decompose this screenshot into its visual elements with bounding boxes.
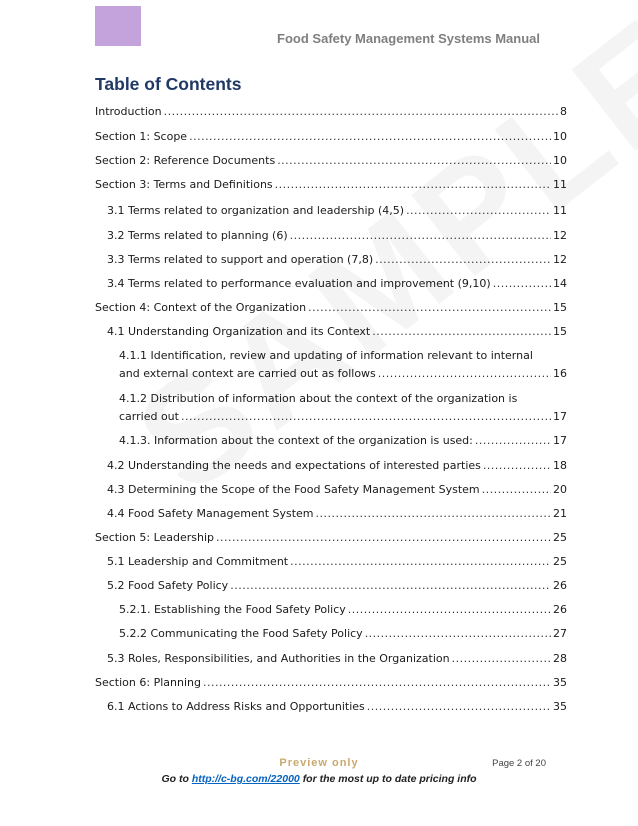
toc-entry-page: 10 — [553, 130, 567, 143]
toc-entry-5-2[interactable] — [107, 579, 567, 593]
toc-entry-section-4[interactable] — [95, 301, 567, 315]
toc-entry-text: 4.3 Determining the Scope of the Food Safety Management System — [107, 483, 480, 496]
document-header-title: Food Safety Management Systems Manual — [277, 31, 540, 46]
toc-entry-text: 3.1 Terms related to organization and leadership (4,5) — [107, 204, 405, 217]
pricing-footer — [0, 773, 638, 785]
toc-entry-text: 6.1 Actions to Address Risks and Opportunities — [107, 700, 365, 713]
toc-entry-text: 3.3 Terms related to support and operation (7,8) — [107, 253, 374, 266]
toc-entry-section-5[interactable] — [95, 531, 567, 545]
toc-entry-text: 4.1 Understanding Organization and its Context — [107, 325, 371, 338]
toc-entry-page: 35 — [553, 676, 567, 689]
toc-entry-text: Section 5: Leadership — [95, 531, 215, 544]
toc-entry-3-1[interactable] — [107, 204, 567, 218]
toc-entry-section-3[interactable] — [95, 178, 567, 192]
toc-entry-text: carried out — [119, 410, 179, 423]
toc-entry-text: Introduction — [95, 105, 162, 118]
toc-entry-page: 28 — [553, 652, 567, 665]
toc-entry-4-1-3[interactable] — [119, 434, 567, 448]
toc-entry-text: 5.1 Leadership and Commitment — [107, 555, 289, 568]
toc-entry-page: 25 — [553, 555, 567, 568]
toc-entry-page: 21 — [553, 507, 567, 520]
footer-prefix: Go to — [161, 773, 189, 785]
toc-entry-introduction[interactable] — [95, 105, 567, 119]
toc-entry-4-2[interactable] — [107, 459, 567, 473]
toc-entry-4-1-1-line1: 4.1.1 Identification, review and updating of information relevant to internal — [119, 349, 533, 362]
toc-entry-text: 5.2.2 Communicating the Food Safety Policy — [119, 627, 363, 640]
toc-heading: Table of Contents — [95, 74, 242, 94]
toc-entry-text: 3.2 Terms related to planning (6) — [107, 229, 288, 242]
toc-entry-text: 3.4 Terms related to performance evaluation and improvement (9,10) — [107, 277, 491, 290]
toc-entry-3-3[interactable] — [107, 253, 567, 267]
toc-entry-section-2[interactable] — [95, 154, 567, 168]
toc-entry-page: 27 — [553, 627, 567, 640]
toc-entry-text: 5.2.1. Establishing the Food Safety Policy — [119, 603, 346, 616]
toc-entry-page: 12 — [553, 253, 567, 266]
toc-entry-6-1[interactable] — [107, 700, 567, 714]
toc-entry-text: Section 3: Terms and Definitions — [95, 178, 273, 191]
toc-entry-page: 12 — [553, 229, 567, 242]
toc-entry-page: 26 — [553, 603, 567, 616]
toc-entry-page: 20 — [553, 483, 567, 496]
preview-label: Preview only — [279, 757, 359, 769]
toc-entry-3-4[interactable] — [107, 277, 567, 291]
toc-entry-page: 15 — [553, 325, 567, 338]
toc-entry-page: 11 — [553, 204, 567, 217]
toc-entry-text: Section 2: Reference Documents — [95, 154, 276, 167]
toc-entry-text: Section 6: Planning — [95, 676, 201, 689]
toc-entry-page: 15 — [553, 301, 567, 314]
toc-entry-page: 16 — [553, 367, 567, 380]
toc-entry-text: Section 1: Scope — [95, 130, 188, 143]
pricing-link[interactable]: http://c-bg.com/22000 — [191, 773, 300, 785]
page-number: Page 2 of 20 — [492, 758, 546, 769]
toc-entry-text: 4.2 Understanding the needs and expectations of interested parties — [107, 459, 481, 472]
toc-entry-4-1[interactable] — [107, 325, 567, 339]
toc-entry-page: 11 — [553, 178, 567, 191]
toc-entry-section-6[interactable] — [95, 676, 567, 690]
toc-entry-section-1[interactable] — [95, 130, 567, 144]
toc-entry-text: Section 4: Context of the Organization — [95, 301, 307, 314]
toc-entry-page: 25 — [553, 531, 567, 544]
toc-entry-page: 10 — [553, 154, 567, 167]
toc-entry-5-2-2[interactable] — [119, 627, 567, 641]
toc-entry-page: 26 — [553, 579, 567, 592]
footer-suffix: for the most up to date pricing info — [302, 773, 477, 785]
toc-entry-text: 5.2 Food Safety Policy — [107, 579, 229, 592]
toc-entry-4-4[interactable] — [107, 507, 567, 521]
toc-entry-4-3[interactable] — [107, 483, 567, 497]
toc-entry-text: 4.4 Food Safety Management System — [107, 507, 314, 520]
toc-entry-page: 18 — [553, 459, 567, 472]
toc-entry-4-1-2-line1: 4.1.2 Distribution of information about the context of the organization is — [119, 392, 518, 405]
toc-entry-page: 35 — [553, 700, 567, 713]
toc-entry-3-2[interactable] — [107, 229, 567, 243]
toc-entry-page: 17 — [553, 434, 567, 447]
toc-entry-5-1[interactable] — [107, 555, 567, 569]
toc-entry-text: 5.3 Roles, Responsibilities, and Authorities in the Organization — [107, 652, 450, 665]
toc-entry-text: 4.1.3. Information about the context of the organization is used: — [119, 434, 473, 447]
toc-entry-page: 14 — [553, 277, 567, 290]
toc-entry-4-1-2[interactable] — [119, 410, 567, 424]
toc-entry-5-3[interactable] — [107, 652, 567, 666]
toc-entry-5-2-1[interactable] — [119, 603, 567, 617]
toc-entry-page: 8 — [560, 105, 567, 118]
toc-entry-text: and external context are carried out as follows — [119, 367, 376, 380]
toc-entry-4-1-1[interactable] — [119, 367, 567, 381]
toc-entry-page: 17 — [553, 410, 567, 423]
